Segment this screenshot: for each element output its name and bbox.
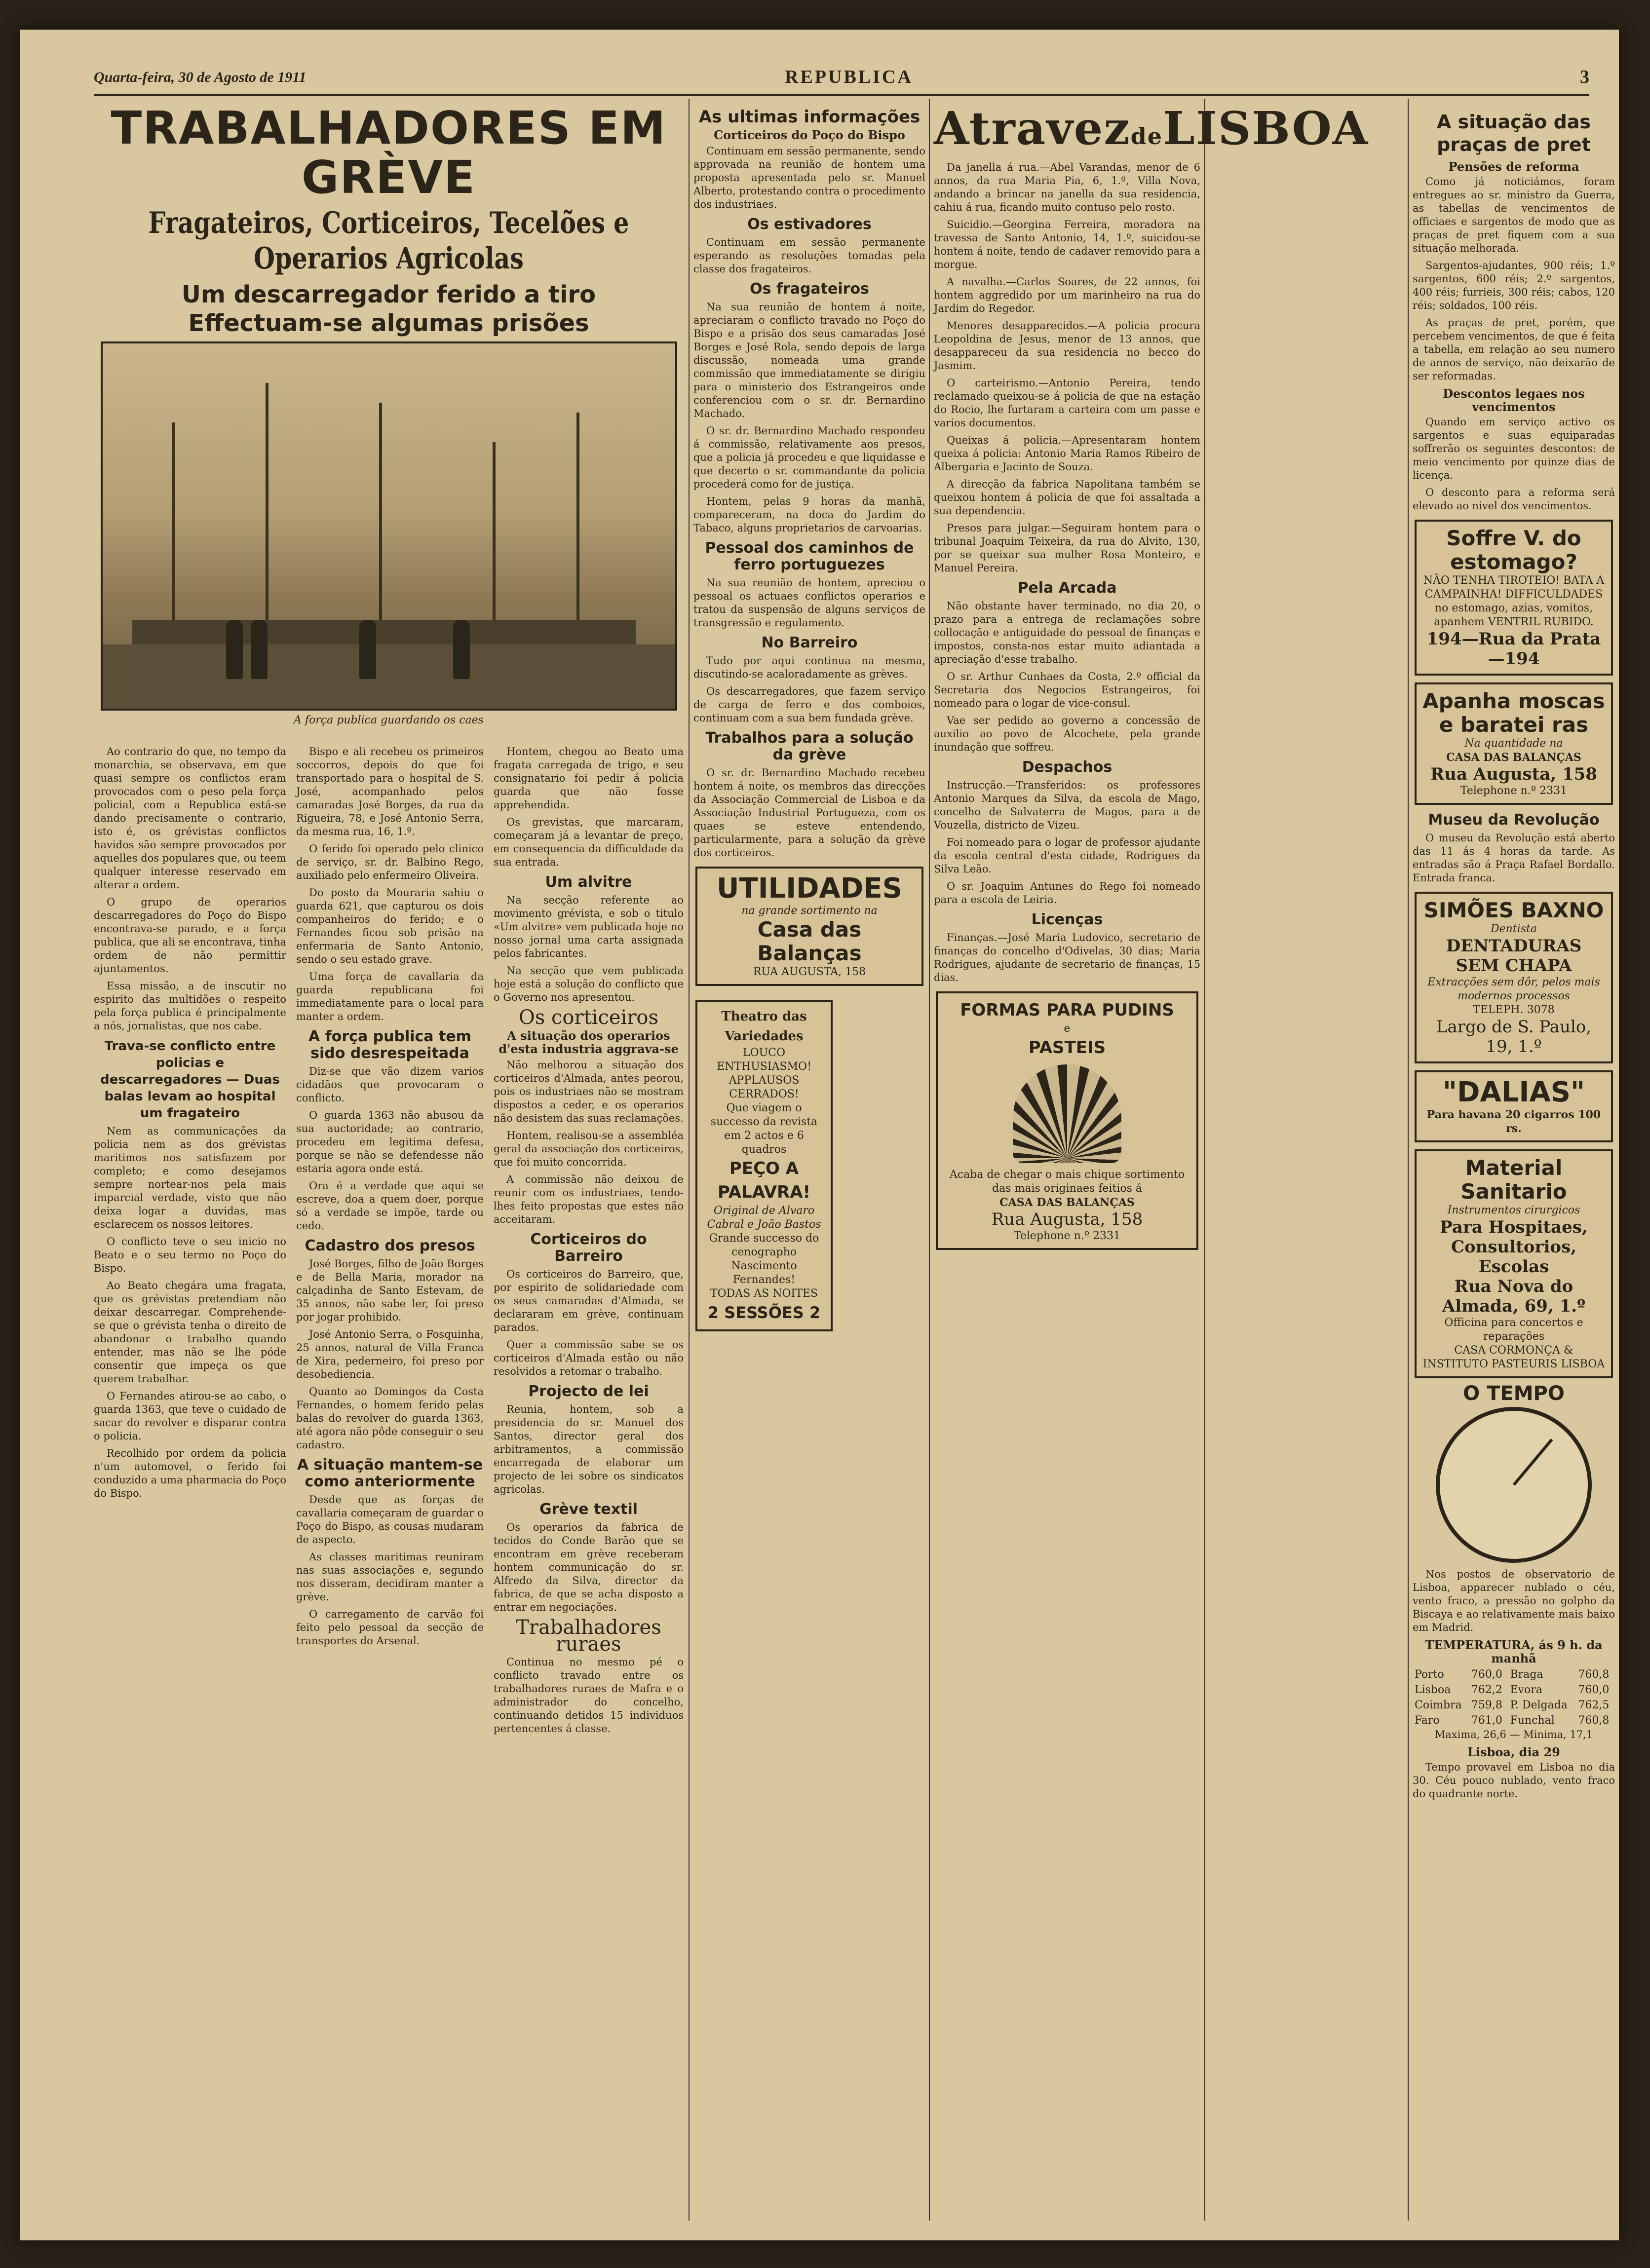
paragraph: Hontem, chegou ao Beato uma fragata carregada de trigo, e seu consignatario foi pedir á policia guarda que não fosse apprehendida. <box>494 746 684 811</box>
section-title: O TEMPO <box>1463 1382 1565 1405</box>
lead-story-header <box>94 104 684 790</box>
barometer-icon <box>1436 1407 1592 1563</box>
paragraph: Continua no mesmo pé o conflicto travado entre os trabalhadores ruraes de Mafra e o administrador do concelho, continuando detidos 15 individuos pertencentes á classe. <box>494 1656 684 1735</box>
paragraph: Menores desapparecidos.—A policia procura Leopoldina de Jesus, menor de 13 annos, que desappareceu da sua residencia no becco do Jasmim. <box>934 320 1200 372</box>
paragraph: Tudo por aqui continua na mesma, discutindo-se acaloradamente as grèves. <box>693 655 925 680</box>
ad-text: Telephone n.º 2331 <box>1460 785 1568 797</box>
ad-text: Instrumentos cirurgicos <box>1447 1204 1580 1216</box>
ad-text: Largo de S. Paulo, 19, 1.º <box>1436 1017 1592 1057</box>
paragraph: O ferido foi operado pelo clinico de serviço, sr. dr. Balbino Rego, auxiliado pelo enfermeiro Oliveira. <box>296 843 484 881</box>
photo-mast <box>266 383 269 630</box>
paragraph: Queixas á policia.—Apresentaram hontem queixa á policia: Antonio Maria Ramos Ribeiro de Albergaria e Jacinto de Souza. <box>934 434 1200 473</box>
table-cell: 760,0 <box>1471 1668 1502 1681</box>
paragraph: Hontem, realisou-se a assembléa geral da associação dos corticeiros, que foi muito concorrida. <box>494 1130 684 1168</box>
paragraph: Reunia, hontem, sob a presidencia do sr. Manuel dos Santos, director geral dos arbitramentos, a commissão encarregada de elaborar um projecto de lei sobre os sindicatos agricolas. <box>494 1403 684 1495</box>
table-cell: 760,8 <box>1578 1714 1610 1727</box>
paragraph: A navalha.—Carlos Soares, de 22 annos, foi hontem aggredido por um marinheiro na rua do Jardim do Regedor. <box>934 276 1200 314</box>
section-banner-atraves <box>934 102 1369 161</box>
paragraph: As praças de pret, porém, que percebem vencimentos, de que é feita a tabella, em relação ao seu numero de annos de serviço, não deixarão de ser reformadas. <box>1413 317 1615 382</box>
paragraph: O carteirismo.—Antonio Pereira, tendo reclamado queixou-se á policia de que na estação do Rocio, lhe furtaram a carteira com um passe e varios documentos. <box>934 377 1200 429</box>
paragraph: O sr. Arthur Cunhaes da Costa, 2.º official da Secretaria dos Negocios Estrangeiros, foi nomeado para o logar de vice-consul. <box>934 671 1200 709</box>
ad-soffre-estomago <box>1415 520 1613 676</box>
column-rule <box>1204 99 1205 2221</box>
ad-text: Rua Augusta, 158 <box>1430 764 1597 784</box>
paragraph: O desconto para a reforma será elevado ao nivel dos vencimentos. <box>1413 487 1615 512</box>
section-subtitle: Descontos legaes nos vencimentos <box>1443 386 1585 414</box>
banner-word: LISBOA <box>1163 102 1369 155</box>
paragraph: Ao Beato chegára uma fragata, que os grévistas pretendiam não deixar descarregar. Comprehende-se que o grévista tenha o direito de abandonar o trabalho quando entender, mas não se lhe póde consentir que impeça os que querem trabalhar. <box>94 1280 286 1385</box>
masthead <box>94 64 1589 96</box>
ad-text: DENTADURAS SEM CHAPA <box>1446 936 1582 976</box>
paragraph: Os descarregadores, que fazem serviço de carga de ferro e dos comboios, continuam com a sua bem fundada grève. <box>693 685 925 724</box>
ad-dalias <box>1415 1070 1613 1142</box>
lead-deck-2: Effectuam-se algumas prisões <box>188 309 589 337</box>
paragraph: O sr. dr. Bernardino Machado respondeu á commissão, relativamente aos presos, que a policia já procedeu e que liquidasse e que decerto o sr. commandante da policia procederá como for de justiça. <box>693 425 925 490</box>
ad-text: SIMÕES BAXNO <box>1423 898 1604 922</box>
ad-text: FORMAS PARA PUDINS <box>960 1000 1174 1020</box>
ad-text: CASA DAS BALANÇAS <box>999 1196 1135 1209</box>
paragraph: Os grevistas, que marcaram, começaram já a levantar de preço, em consequencia da difficuldade da sua entrada. <box>494 816 684 868</box>
section-title: Os fragateiros <box>750 280 869 298</box>
banner-word: de <box>1130 123 1163 150</box>
paragraph: O carregamento de carvão foi feito pelo pessoal da secção de transportes do Arsenal. <box>296 1608 484 1647</box>
paragraph: O guarda 1363 não abusou da sua auctoridade; ao contrario, procedeu em legitima defesa, porque se não se defendesse não estaria agora onde está. <box>296 1109 484 1174</box>
table-row <box>1413 1682 1615 1698</box>
ad-text: LOUCO ENTHUSIASMO! APPLAUSOS CERRADOS! <box>717 1047 811 1100</box>
ad-simoes-baxno <box>1415 892 1613 1063</box>
masthead-date: Quarta-feira, 30 de Agosto de 1911 <box>94 69 307 85</box>
paragraph: Como já noticiámos, foram entregues ao sr. ministro da Guerra, as tabellas de vencimentos de officiaes e sargentos de modo que as praças de pret fiquem com a sua situação melhorada. <box>1413 176 1615 254</box>
column-rule <box>1408 99 1409 2221</box>
section-title: Um alvitre <box>545 873 632 891</box>
paragraph: Não obstante haver terminado, no dia 20, o prazo para a entrega de reclamações sobre collocação e antiguidade do pessoal de finanças e impostos, consta-nos estar muito adiantada a apreciação d'esse trabalho. <box>934 600 1200 665</box>
ad-text: Rua Nova do Almada, 69, 1.º <box>1442 1277 1586 1316</box>
paragraph: Da janella á rua.—Abel Varandas, menor de 6 annos, da rua Maria Pia, 6, 1.º, Villa Nova, andando a brincar na janella da sua residencia, cahiu á rua, ficando muito contuso pelo rosto. <box>934 161 1200 213</box>
section-title: Corticeiros do Barreiro <box>530 1231 647 1265</box>
lead-photo <box>101 341 677 711</box>
table-cell: Lisboa <box>1415 1684 1451 1696</box>
section-title: Despachos <box>1022 758 1113 776</box>
column-3 <box>494 745 684 2221</box>
ad-text: UTILIDADES <box>717 872 902 905</box>
section-title: Trava-se conflicto entre policias e descarregadores — Duas balas levam ao hospital um fragateiro <box>100 1039 280 1121</box>
table-row <box>1413 1698 1615 1713</box>
section-subtitle: Pensões de reforma <box>1448 159 1579 174</box>
column-2 <box>296 745 484 2221</box>
section-title: A força publica tem sido desrespeitada <box>308 1028 471 1062</box>
ad-text: Officina para concertos e reparações <box>1444 1317 1583 1343</box>
section-title: As ultimas informações <box>698 107 921 127</box>
table-cell: Funchal <box>1510 1714 1555 1727</box>
paragraph: Recolhido por ordem da policia n'um automovel, o ferido foi conduzido a uma pharmacia do Poço do Bispo. <box>94 1447 286 1499</box>
table-cell: 760,0 <box>1578 1684 1610 1696</box>
section-title: Pessoal dos caminhos de ferro portuguezes <box>705 539 914 573</box>
ad-text: Telephone n.º 2331 <box>1013 1230 1121 1242</box>
section-title: Trabalhos para a solução da grève <box>705 729 914 763</box>
column-rule <box>689 99 690 2221</box>
ad-text: Extracções sem dôr, pelos mais modernos processos <box>1427 976 1600 1002</box>
paragraph: José Antonio Serra, o Fosquinha, 25 annos, natural de Villa Franca de Xira, pederneiro, foi preso por desobediencia. <box>296 1328 484 1380</box>
ad-text: Acaba de chegar o mais chique sortimento das mais originaes feitios á <box>949 1169 1185 1195</box>
photo-mast <box>576 413 579 630</box>
table-cell: 762,2 <box>1471 1684 1502 1696</box>
paragraph: José Borges, filho de João Borges e de Bella Maria, morador na calçadinha de Santo Estevam, de 35 annos, não sabe ler, foi preso por jogar prohibido. <box>296 1258 484 1323</box>
ad-text: CASA CORMONÇA & INSTITUTO PASTEURIS LISBOA <box>1422 1344 1605 1370</box>
ad-text: Na quantidade na <box>1464 737 1563 750</box>
column-4 <box>693 104 925 2221</box>
section-subtitle: A situação dos operarios d'esta industria aggrava-se <box>499 1028 679 1056</box>
ad-theatro <box>695 1000 833 1331</box>
ad-text: TODAS AS NOITES <box>710 1287 818 1300</box>
ad-text: Para havana 20 cigarros 100 rs. <box>1426 1108 1601 1135</box>
section-title: No Barreiro <box>761 634 858 651</box>
section-title: Cadastro dos presos <box>305 1237 475 1254</box>
paragraph: Diz-se que vão dizem varios cidadãos que provocaram o conflicto. <box>296 1065 484 1104</box>
masthead-title: REPUBLICA <box>785 67 913 87</box>
section-title: Licenças <box>1031 911 1103 928</box>
ad-utilidades <box>695 867 923 986</box>
section-title: Museu da Revolução <box>1428 811 1600 829</box>
column-1 <box>94 745 286 2221</box>
ad-text: Rua Augusta, 158 <box>991 1210 1143 1229</box>
paragraph: Suicidio.—Georgina Ferreira, moradora na travessa de Santo Antonio, 14, 1.º, suicidou-se hontem á noite, tendo de cadaver removido para a morgue. <box>934 219 1200 270</box>
ad-text: PEÇO A PALAVRA! <box>717 1159 811 1202</box>
section-title: A situação mantem-se como anteriormente <box>297 1456 483 1490</box>
paragraph: Finanças.—José Maria Ludovico, secretario de finanças do concelho d'Odivelas, 30 dias; Maria Rodrigues, ajudante de secretario de finanças, 15 dias. <box>934 932 1200 983</box>
paragraph: Quanto ao Domingos da Costa Fernandes, o homem ferido pelas balas do revolver do guarda 1363, até agora não pôde conseguir o seu cadastro. <box>296 1386 484 1451</box>
ad-text: Soffre V. do estomago? <box>1446 526 1581 574</box>
table-cell: P. Delgada <box>1510 1699 1568 1711</box>
photo-mast <box>379 403 382 630</box>
ad-text: "DALIAS" <box>1442 1076 1585 1108</box>
table-cell: Evora <box>1510 1684 1542 1696</box>
paragraph: Sargentos-ajudantes, 900 réis; 1.º sargentos, 600 réis; 2.º sargentos, 400 réis; furrieis, 300 réis; cabos, 120 réis; soldados, 100 réis. <box>1413 260 1615 311</box>
photo-quay <box>103 644 675 709</box>
photo-figure <box>453 620 470 679</box>
paragraph: Nos postos de observatorio de Lisboa, apparecer nublado o céu, vento fraco, a pressão no golpho da Biscaya e ao relativamente mais baixo em Madrid. <box>1413 1568 1615 1633</box>
paragraph: O sr. dr. Bernardino Machado recebeu hontem á noite, os membros das direcções da Associação Commercial de Lisboa e da Associação Industrial Portugueza, com os quaes se esteve entendendo, particularmente, para a solução da grève dos corticeiros. <box>693 767 925 859</box>
paragraph: Instrucção.—Transferidos: os professores Antonio Marques da Silva, da escola de Mago, concelho de Salvaterra de Magos, para a de Vouzella, districto de Vizeu. <box>934 779 1200 831</box>
ad-text: 2 SESSÕES 2 <box>707 1303 821 1322</box>
newspaper-page <box>20 30 1619 2240</box>
paragraph: Nem as communicações da policia nem as dos grévistas maritimos nos satisfazem por completo; e como desejamos sempre nortear-nos pela mais imparcial verdade, visto que não deixa logar a duvidas, mas esclarecem os nossos leitores. <box>94 1125 286 1230</box>
paragraph: O grupo de operarios descarregadores do Poço do Bispo encontrava-se parado, e a força publica, que ali se encontrava, tinha ordem de não permittir ajuntamentos. <box>94 896 286 975</box>
paragraph: Desde que as forças de cavallaria começaram de guardar o Poço do Bispo, as cousas mudaram de aspecto. <box>296 1494 484 1546</box>
paragraph: Na sua reunião de hontem á noite, apreciaram o conflicto travado no Poço do Bispo e a prisão dos seus camaradas José Borges e José Rola, sendo depois de larga discussão, nomeada uma grande commissão que immediatamente se dirigiu para o ministerio dos Estrangeiros onde conferenciou com o sr. dr. Bernardino Machado. <box>693 301 925 419</box>
ad-text: na grande sortimento na <box>741 905 878 917</box>
paragraph: Vae ser pedido ao governo a concessão de auxilio ao povo de Alcochete, pela grande inundação que soffreu. <box>934 715 1200 753</box>
section-title: Os corticeiros <box>518 1006 659 1029</box>
table-cell: 761,0 <box>1471 1714 1502 1727</box>
section-title: Pela Arcada <box>1017 579 1117 597</box>
table-cell: Braga <box>1510 1668 1543 1681</box>
banner-word: Atravez <box>934 102 1131 155</box>
section-subtitle: Corticeiros do Poço do Bispo <box>714 128 905 142</box>
temperature-extremes: Maxima, 26,6 — Minima, 17,1 <box>1434 1729 1593 1740</box>
lead-deck-1: Um descarregador ferido a tiro <box>181 281 596 308</box>
paragraph: Não melhorou a situação dos corticeiros d'Almada, antes peorou, pois os industriaes não se mostram dispostos a ceder, e os operarios não desistem das suas reclamações. <box>494 1059 684 1124</box>
paragraph: Continuam em sessão permanente esperando as resoluções tomadas pela classe dos fragateiros. <box>693 236 925 275</box>
photo-mast <box>493 442 496 630</box>
ad-text: NÃO TENHA TIROTEIO! BATA A CAMPAINHA! DIFFICULDADES no estomago, azias, vomitos, apanhem VENTRIL RUBIDO. <box>1423 574 1605 628</box>
paragraph: Os operarios da fabrica de tecidos do Conde Barão que se encontram em grève receberam hontem communicação do sr. Alfredo da Silva, director da fabrica, de que se acha disposto a entrar em negociações. <box>494 1521 684 1613</box>
ad-text: 194—Rua da Prata—194 <box>1426 629 1601 669</box>
ad-text: Material Sanitario <box>1460 1156 1567 1204</box>
table-cell: Porto <box>1415 1668 1444 1681</box>
ad-text: PASTEIS <box>1028 1038 1106 1058</box>
ad-text: CASA DAS BALANÇAS <box>1446 751 1581 764</box>
ad-apanha-moscas <box>1415 682 1613 805</box>
temperature-table <box>1413 1667 1615 1728</box>
paragraph: O Fernandes atirou-se ao cabo, o guarda 1363, que teve o cuidado de sacar do revolver e disparar contra o policia. <box>94 1390 286 1442</box>
page-number: 3 <box>1580 67 1589 87</box>
ad-text: Theatro das Variedades <box>721 1009 807 1044</box>
ad-text: Dentista <box>1491 923 1537 935</box>
paragraph: Quando em serviço activo os sargentos e suas equiparadas soffrerão os seguintes descontos: de meio vencimento por quinze dias de licença. <box>1413 416 1615 481</box>
lead-subheadline: Fragateiros, Corticeiros, Tecelões e Operarios Agricolas <box>148 206 629 276</box>
table-row <box>1413 1667 1615 1682</box>
ad-text: Apanha moscas e baratei ras <box>1422 689 1605 737</box>
paragraph: O museu da Revolução está aberto das 11 ás 4 horas da tarde. As entradas são á Praça Rafael Bordallo. Entrada franca. <box>1413 832 1615 884</box>
section-title: Trabalhadores ruraes <box>516 1616 661 1656</box>
shell-illustration-icon <box>1013 1064 1121 1163</box>
paragraph: Ao contrario do que, no tempo da monarchia, se observava, em que quasi sempre os conflictos eram provocados com o peso pela força policial, com a Republica está-se dando precisamente o contrario, isto é, os grévistas conflictos havidos são sempre provocados por aquelles dos populares que, ou teem qualquer interesse reservado em alterar a ordem. <box>94 746 286 891</box>
table-cell: Faro <box>1415 1714 1440 1727</box>
paragraph: Do posto da Mouraria sahiu o guarda 621, que capturou os dois companheiros do ferido; e o Fernandes ficou sob prisão na enfermaria de Santo Antonio, sendo o seu estado grave. <box>296 887 484 965</box>
ad-text: RUA AUGUSTA, 158 <box>753 966 866 978</box>
paragraph: As classes maritimas reuniram nas suas associações e, segundo nos disseram, decidiram manter a grève. <box>296 1551 484 1603</box>
paragraph: Na secção que vem publicada hoje está a solução do conflicto que o Governo nos apresentou. <box>494 965 684 1003</box>
ad-text: e <box>1064 1022 1071 1035</box>
photo-caption: A força publica guardando os caes <box>294 714 484 726</box>
table-cell: 762,5 <box>1578 1699 1610 1711</box>
paragraph: Essa missão, a de inscutir no espirito das multidões o respeito pela força publica é principalmente a nós, jornalistas, que nos cabe. <box>94 980 286 1032</box>
column-rule <box>929 99 930 2221</box>
paragraph: A direcção da fabrica Napolitana também se queixou hontem á policia de que foi assaltada a sua dependencia. <box>934 478 1200 517</box>
paragraph: Quer a commissão sabe se os corticeiros d'Almada estão ou não resolvidos a retomar o trabalho. <box>494 1339 684 1377</box>
paragraph: Presos para julgar.—Seguiram hontem para o tribunal Joaquim Teixeira, da rua do Alvito, 130, por se queixar sua mulher Rosa Monteiro, e Manuel Pereira. <box>934 522 1200 574</box>
table-cell: Coimbra <box>1415 1699 1462 1711</box>
ad-material-sanitario <box>1415 1149 1613 1378</box>
section-title: Grève textil <box>539 1501 638 1518</box>
paragraph: Continuam em sessão permanente, sendo approvada na reunião de hontem uma proposta apresentada pelo sr. Manuel Alberto, protestando contra o procedimento dos industriaes. <box>693 145 926 210</box>
paragraph: O sr. Joaquim Antunes do Rego foi nomeado para a escola de Leiria. <box>934 880 1200 906</box>
ad-text: Casa das Balanças <box>757 917 862 965</box>
ad-text: Para Hospitaes, Consultorios, Escolas <box>1440 1217 1588 1277</box>
section-subtitle: Lisboa, dia 29 <box>1467 1745 1560 1759</box>
column-5 <box>934 102 1369 2221</box>
photo-mast <box>172 422 175 630</box>
lead-headline: TRABALHADORES EM GRÈVE <box>111 102 667 204</box>
ad-text: TELEPH. 3078 <box>1473 1004 1555 1016</box>
table-cell: 759,8 <box>1471 1699 1502 1711</box>
photo-figure <box>251 620 268 679</box>
section-title: Projecto de lei <box>528 1383 649 1400</box>
table-cell: 760,8 <box>1578 1668 1610 1681</box>
paragraph: Ora é a verdade que aqui se escreve, doa a quem doer, porque só a verdade se impõe, tarde ou cedo. <box>296 1180 484 1232</box>
photo-figure <box>359 620 376 679</box>
paragraph: O conflicto teve o seu inicio no Beato e o seu termo no Poço do Bispo. <box>94 1236 286 1274</box>
ad-text: Que viagem o successo da revista em 2 actos e 6 quadros <box>710 1102 818 1156</box>
ad-text: Original de Alvaro Cabral e João Bastos <box>707 1205 821 1231</box>
paragraph: Tempo provavel em Lisboa no dia 30. Céu pouco nublado, vento fraco do quadrante norte. <box>1413 1761 1615 1800</box>
paragraph: Os corticeiros do Barreiro, que, por espirito de solidariedade com os seus camaradas d'Almada, se declararam em grève, continuam parados. <box>494 1268 684 1333</box>
ad-text: Grande successo do cenographo Nascimento Fernandes! <box>709 1232 819 1286</box>
paragraph: A commissão não deixou de reunir com os industriaes, tendo-lhes feito propostas que estes não acceitaram. <box>494 1173 684 1225</box>
paragraph: Hontem, pelas 9 horas da manhã, compareceram, na doca do Jardim do Tabaco, alguns proprietarios de carvoarias. <box>693 495 925 534</box>
table-row <box>1413 1713 1615 1728</box>
section-title: A situação das praças de pret <box>1436 111 1591 155</box>
photo-figure <box>226 620 243 679</box>
section-subtitle: TEMPERATURA, ás 9 h. da manhã <box>1425 1638 1603 1665</box>
paragraph: Na secção referente ao movimento grévista, e sob o titulo «Um alvitre» vem publicada hoje no nosso jornal uma carta assignada pelos fabricantes. <box>494 894 684 959</box>
paragraph: Uma força de cavallaria da guarda republicana foi immediatamente para o local para manter a ordem. <box>296 971 484 1022</box>
paragraph: Foi nomeado para o logar de professor ajudante da escola central d'esta cidade, Rodrigues da Silva Leão. <box>934 836 1200 875</box>
paragraph: Bispo e ali recebeu os primeiros soccorros, depois do que foi transportado para o hospital de S. José, acompanhado pelos camaradas José Borges, da rua da Rigueira, 78, e José Antonio Serra, da mesma rua, 16, 1.º. <box>296 746 484 837</box>
column-6 <box>1413 104 1615 2221</box>
paragraph: Na sua reunião de hontem, apreciou o pessoal os actuaes conflictos operarios e tratou da suspensão de alguns serviços de transgressão e regulamento. <box>693 577 925 629</box>
section-title: Os estivadores <box>747 216 872 233</box>
ad-formas-pudins <box>936 991 1198 1250</box>
